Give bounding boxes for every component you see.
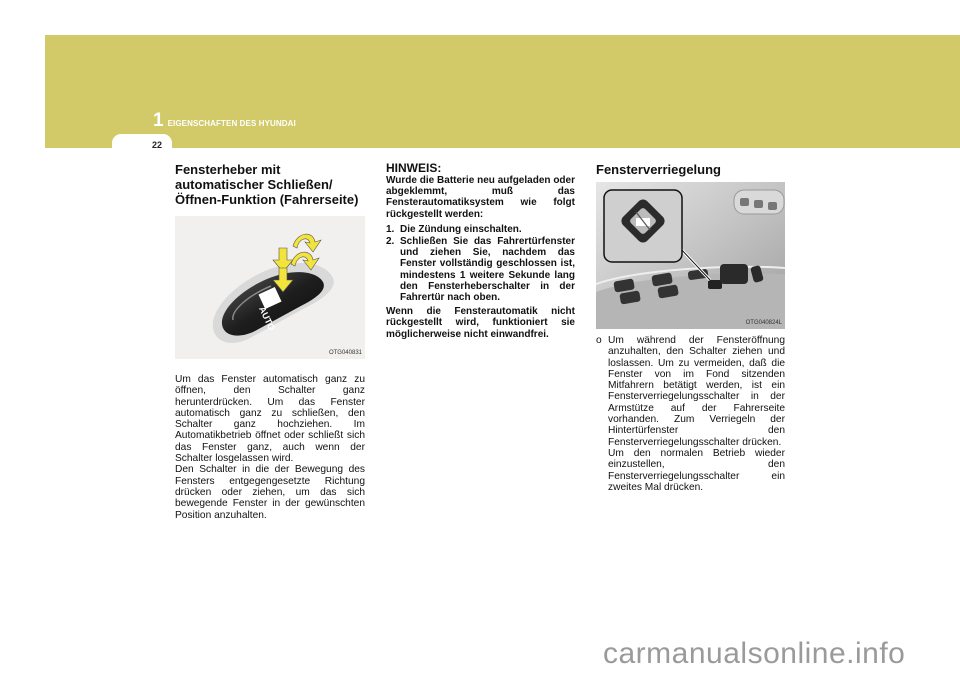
- body-paragraph: Um das Fenster automatisch ganz zu öffnen, den Schalter ganz herunterdrücken. Um das Fenster automatisch ganz zu schließen, den Schalter ganz hochziehen. Im Automatikbetrieb öffnet oder schließt sich das Fenster ganz, auch wenn der Schalter losgelassen wird.: [175, 374, 365, 465]
- note-step: 2. Schließen Sie das Fahrertürfenster und ziehen Sie, nachdem das Fenster vollständig geschlossen ist, mindestens 1 weitere Sekunde lang den Fensterheberschalter in der Fahrertür nach oben.: [386, 236, 575, 304]
- note-after: Wenn die Fensterautomatik nicht rückgestellt wird, funktioniert sie möglicherweise nicht einwandfrei.: [386, 306, 575, 340]
- section-heading-auto-window: Fensterheber mit automatischer Schließen/Öffnen-Funktion (Fahrerseite): [175, 162, 359, 207]
- column-auto-window: [175, 162, 365, 521]
- chapter-header: [153, 111, 296, 130]
- chapter-number: 1: [153, 110, 164, 131]
- window-lock-switch-icon: [596, 182, 785, 329]
- note-title: HINWEIS:: [386, 161, 442, 175]
- figure-code: OTG040831: [328, 350, 362, 356]
- note-step: 1. Die Zündung einschalten.: [386, 223, 522, 235]
- bullet-marker: o: [596, 335, 602, 346]
- bullet-item: [596, 335, 785, 493]
- chapter-title: EIGENSCHAFTEN DES HYUNDAI: [167, 119, 296, 128]
- figure-window-lock: [596, 182, 785, 329]
- page-number-tab: [112, 134, 172, 152]
- figure-auto-window-switch: [175, 216, 365, 359]
- svg-text:AUTO: AUTO: [257, 304, 277, 333]
- auto-window-switch-icon: [175, 216, 365, 359]
- column-note: [386, 162, 575, 340]
- page-number: 22: [152, 140, 163, 150]
- note-steps: [386, 224, 575, 303]
- bullet-text: Um während der Fensteröffnung anzuhalten, den Schalter ziehen und loslassen. Um zu vermeiden, daß die Fenster von im Fond sitzenden Mitfahrern betätigt werden, ist ein Fensterverriegelungsschalter in der Armstütze auf der Fahrerseite vorhanden. Zum Verriegeln der Hintertürfenster den Fensterverriegelungsschalter drücken.: [608, 335, 785, 448]
- note-intro: Wurde die Batterie neu aufgeladen oder abgeklemmt, muß das Fensterautomatiksystem wie folgt rückgestellt werden:: [386, 175, 575, 220]
- chapter-banner: [45, 35, 960, 148]
- body-paragraph-2: Den Schalter in die der Bewegung des Fensters entgegengesetzte Richtung drücken oder ziehen, um das sich bewegende Fenster in der gewünschten Position anzuhalten.: [175, 464, 365, 521]
- watermark: carmanualsonline.info: [603, 637, 906, 670]
- column-window-lock: [596, 162, 785, 493]
- figure-code: OTG040824L: [745, 320, 782, 326]
- section-heading-window-lock: Fensterverriegelung: [596, 162, 721, 177]
- bullet-text-2: Um den normalen Betrieb wieder einzustellen, den Fensterverriegelungsschalter ein zweites Mal drücken.: [608, 447, 785, 493]
